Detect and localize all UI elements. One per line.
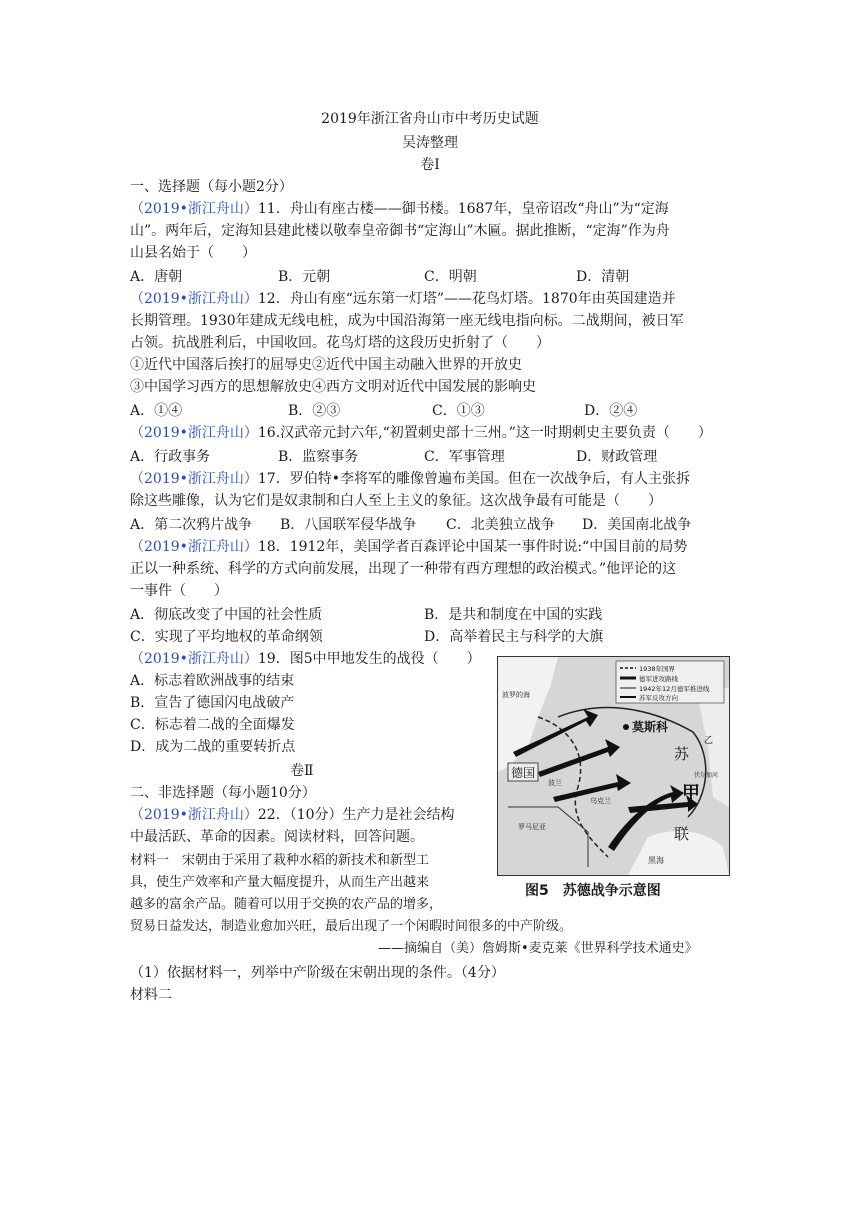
q11-option-b: B．元朝 xyxy=(278,269,331,285)
q19-option-d: D．成为二战的重要转折点 xyxy=(130,739,296,755)
q22-line-2: 中最活跃、革命的因素。阅读材料，回答问题。 xyxy=(130,829,424,845)
q12-option-b: B．②③ xyxy=(288,403,341,419)
q12-line-5: ③中国学习西方的思想解放史④西方文明对近代中国发展的影响史 xyxy=(130,379,536,395)
material-1-line-4: 贸易日益发达，制造业愈加兴旺，最后出现了一个闲暇时间很多的中产阶级。 xyxy=(130,919,573,934)
q16-option-d: D．财政管理 xyxy=(576,449,658,465)
q17-option-d: D．美国南北战争 xyxy=(582,517,692,533)
legend-german-front: 1942年12月德军推进线 xyxy=(639,685,710,693)
label-jia: 甲 xyxy=(682,783,700,804)
q11-text-1: 11．舟山有座古楼——御书楼。1687年，皇帝诏改“舟山”为“定海 xyxy=(257,201,669,217)
label-volga: 伏尔加河 xyxy=(694,772,719,779)
q16-option-c: C．军事管理 xyxy=(424,449,505,465)
q17-text-1: 17．罗伯特•李将军的雕像曾遍布美国。但在一次战争后，有人主张拆 xyxy=(257,471,690,487)
q18-line-1 xyxy=(130,536,687,558)
q11-line-1 xyxy=(130,198,669,220)
q19-line-1 xyxy=(130,648,481,670)
label-su: 苏 xyxy=(674,745,690,763)
q22-line-1 xyxy=(130,804,455,826)
label-germany: 德国 xyxy=(511,766,536,780)
map-drawing xyxy=(498,657,729,875)
q17-source: （2019•浙江舟山） xyxy=(130,471,258,487)
q18-line-3: 一事件（ ） xyxy=(130,583,228,599)
map-caption: 图5 苏德战争示意图 xyxy=(525,883,661,899)
volume-2-heading: 卷Ⅱ xyxy=(290,763,314,779)
q11-option-c: C．明朝 xyxy=(424,269,477,285)
legend-german-attack: 德军进攻路线 xyxy=(639,675,678,683)
material-2-heading: 材料二 xyxy=(130,987,172,1003)
q18-option-a: A．彻底改变了中国的社会性质 xyxy=(130,607,323,623)
q22-source: （2019•浙江舟山） xyxy=(130,807,258,823)
section-2-title: 二、非选择题（每小题10分） xyxy=(130,785,316,801)
q11-line-3: 山县名始于（ ） xyxy=(130,245,256,261)
q12-line-2: 长期管理。1930年建成无线电桩，成为中国沿海第一座无线电指向标。二战期间，被日军 xyxy=(130,313,684,329)
q17-line-1 xyxy=(130,468,690,490)
q17-option-a: A．第二次鸦片战争 xyxy=(130,517,253,533)
label-romania: 罗马尼亚 xyxy=(518,823,546,831)
label-lian: 联 xyxy=(674,825,690,843)
q16-option-b: B．监察事务 xyxy=(278,449,359,465)
q11-option-d: D．清朝 xyxy=(576,269,630,285)
q18-option-d: D．高举着民主与科学的大旗 xyxy=(424,629,604,645)
q12-line-3: 占领。抗战胜利后，中国收回。花鸟灯塔的这段历史折射了（ ） xyxy=(130,335,550,351)
q12-line-1 xyxy=(130,288,676,310)
q19-option-c: C．标志着二战的全面爆发 xyxy=(130,717,295,733)
exam-title: 2019年浙江省舟山市中考历史试题 xyxy=(321,111,539,127)
q18-option-b: B．是共和制度在中国的实践 xyxy=(424,607,603,623)
label-poland: 波兰 xyxy=(548,779,562,787)
q17-option-b: B．八国联军侵华战争 xyxy=(280,517,417,533)
q12-option-a: A．①④ xyxy=(130,403,183,419)
material-1-line-2: 具，使生产效率和产量大幅度提升，从而生产出越来 xyxy=(130,875,430,890)
q22-text-1: 22．（10分）生产力是社会结构 xyxy=(257,807,455,823)
label-moscow: 莫斯科 xyxy=(632,720,669,734)
material-1-line-1: 材料一 宋朝由于采用了栽种水稻的新技术和新型工 xyxy=(130,853,430,868)
q19-option-b: B．宣告了德国闪电战破产 xyxy=(130,695,295,711)
q11-line-2: 山”。两年后，定海知县建此楼以敬奉皇帝御书“定海山”木匾。据此推断，“定海”作为舟 xyxy=(130,223,670,239)
q18-option-c: C．实现了平均地权的革命纲领 xyxy=(130,629,323,645)
q12-source: （2019•浙江舟山） xyxy=(130,291,258,307)
q16-option-a: A．行政事务 xyxy=(130,449,211,465)
q17-option-c: C．北美独立战争 xyxy=(446,517,555,533)
editor-line: 吴涛整理 xyxy=(402,135,458,151)
legend-border: 1938年国界 xyxy=(639,665,676,673)
q19-source: （2019•浙江舟山） xyxy=(130,651,258,667)
q18-text-1: 18．1912年，美国学者百森评论中国某一事件时说:“中国目前的局势 xyxy=(257,539,688,555)
q22-subquestion-1: （1）依据材料一，列举中产阶级在宋朝出现的条件。（4分） xyxy=(130,965,505,981)
label-baltic: 波罗的海 xyxy=(502,691,530,699)
q12-option-c: C．①③ xyxy=(432,403,485,419)
q16-text-1: 16.汉武帝元封六年,“初置刺史部十三州。”这一时期刺史主要负责（ ） xyxy=(257,425,712,441)
label-ukraine: 乌克兰 xyxy=(590,797,611,805)
q16-source: （2019•浙江舟山） xyxy=(130,425,258,441)
q12-line-4: ①近代中国落后挨打的屈辱史②近代中国主动融入世界的开放史 xyxy=(130,357,522,373)
material-1-line-3: 越多的富余产品。随着可以用于交换的农产品的增多， xyxy=(130,897,443,912)
section-1-title: 一、选择题（每小题2分） xyxy=(130,179,293,195)
volume-1-heading: 卷Ⅰ xyxy=(420,157,440,173)
label-black-sea: 黑海 xyxy=(648,856,664,865)
q17-line-2: 除这些雕像，认为它们是奴隶制和白人至上主义的象征。这次战争最有可能是（ ） xyxy=(130,493,662,509)
q19-option-a: A．标志着欧洲战事的结束 xyxy=(130,673,295,689)
label-yi: 乙 xyxy=(704,736,714,746)
legend-soviet-counter: 苏军反攻方向 xyxy=(639,694,678,702)
q18-line-2: 正以一种系统、科学的方式向前发展，出现了一种带有西方理想的政治模式。”他评论的这 xyxy=(130,561,677,577)
q11-source: （2019•浙江舟山） xyxy=(130,201,258,217)
q19-text-1: 19．图5中甲地发生的战役（ ） xyxy=(257,651,481,667)
q11-option-a: A．唐朝 xyxy=(130,269,183,285)
q18-source: （2019•浙江舟山） xyxy=(130,539,258,555)
q12-text-1: 12．舟山有座“远东第一灯塔”——花鸟灯塔。1870年由英国建造并 xyxy=(257,291,676,307)
soviet-german-war-map xyxy=(497,656,730,876)
q12-option-d: D．②④ xyxy=(584,403,638,419)
material-1-citation: ——摘编自（美）詹姆斯•麦克莱《世界科学技术通史》 xyxy=(378,941,698,956)
q16-line-1 xyxy=(130,422,712,444)
